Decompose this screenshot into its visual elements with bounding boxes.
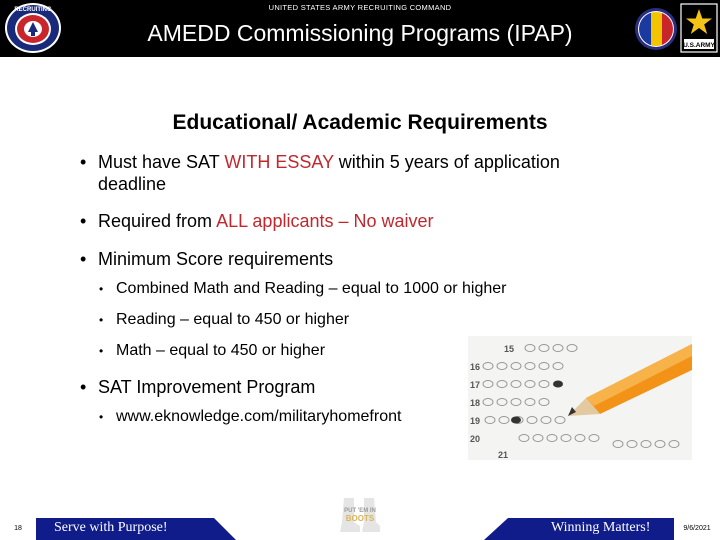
footer-date: 9/6/2021 [674,518,720,540]
bullet-text: deadline [98,174,167,194]
bullet-dot: • [80,249,87,269]
answer-sheet-pencil-photo [468,336,692,460]
bullet-all-applicants [80,210,640,232]
boots-logo-icon [330,492,390,540]
row-number: 15 [504,344,515,354]
recruiting-logo-icon [4,2,62,54]
header-bar [0,0,720,57]
sub-bullet-combined [80,279,640,299]
bullet-text: SAT Improvement Program [98,377,316,397]
sub-bullet-text: Combined Math and Reading – equal to 1000 or higher [116,280,507,297]
boots-logo-line2: BOOTS [345,514,375,523]
organization-name: UNITED STATES ARMY RECRUITING COMMAND [268,3,452,12]
army-logo-text: U.S.ARMY [683,42,715,49]
boots-logo-line1: PUT 'EM IN [344,508,376,514]
bullet-dot: • [99,344,104,358]
bullet-dot: • [99,282,104,296]
bullet-dot: • [80,377,87,397]
sub-bullet-text: www.eknowledge.com/militaryhomefront [116,408,402,425]
footer-left-slogan: Serve with Purpose! [54,520,168,535]
bullet-highlight: WITH ESSAY [224,152,334,172]
bullet-text: Must have SAT [98,152,225,172]
sub-bullet-reading [80,310,640,330]
bullet-highlight: ALL applicants – No waiver [216,211,434,231]
slide-heading: Educational/ Academic Requirements [172,111,548,134]
row-number: 21 [498,450,509,460]
recruiting-logo-text: RECRUITING [14,7,52,13]
bullet-sat-essay [80,151,640,195]
army-star-logo-icon [680,3,718,53]
page-number: 18 [0,518,36,540]
sub-bullet-text: Reading – equal to 450 or higher [116,311,350,328]
sub-bullet-text: Math – equal to 450 or higher [116,342,326,359]
bullet-dot: • [80,211,87,231]
footer-right-slogan: Winning Matters! [551,520,651,535]
row-number: 20 [470,434,481,444]
bullet-text: Required from [98,211,217,231]
seal-icon [634,7,678,51]
row-number: 17 [470,380,481,390]
bullet-dot: • [80,152,87,172]
bullet-text: Minimum Score requirements [98,249,334,269]
row-number: 16 [470,362,481,372]
row-number: 18 [470,398,481,408]
bullet-text: within 5 years of application [333,152,560,172]
bullet-dot: • [99,313,104,327]
bullet-dot: • [99,410,104,424]
page-title: AMEDD Commissioning Programs (IPAP) [147,20,573,46]
row-number: 19 [470,416,481,426]
bullet-min-score [80,248,640,270]
